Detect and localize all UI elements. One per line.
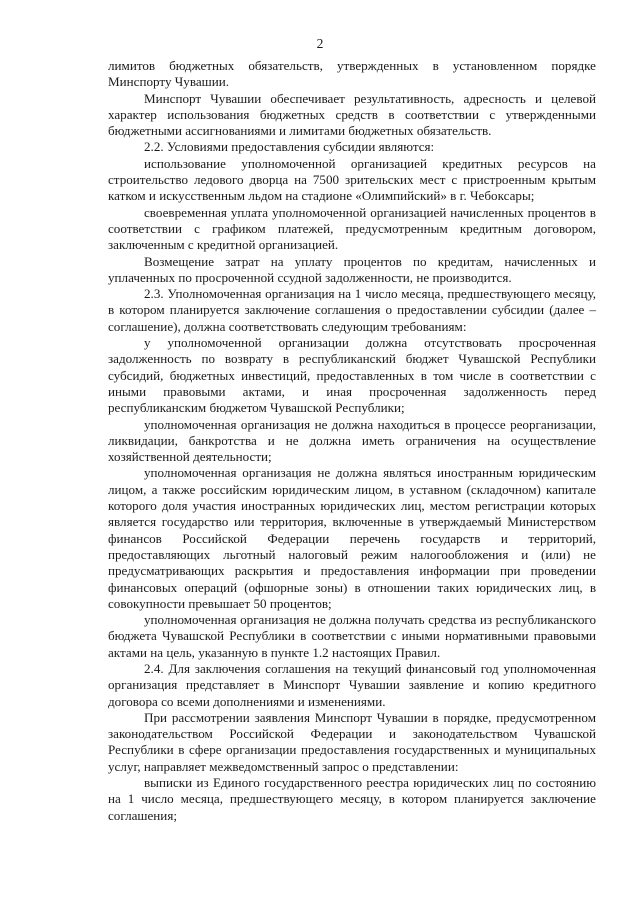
paragraph: Возмещение затрат на уплату процентов по кредитам, начисленных и уплаченных по просроченной ссудной задолженности, не производится. xyxy=(108,253,596,285)
paragraph: уполномоченная организация не должна получать средства из республиканского бюджета Чувашской Республики в соответствии с иными нормативными правовыми актами на цель, указанную в пункте 1.2 настоящих Правил. xyxy=(108,612,596,660)
paragraph: При рассмотрении заявления Минспорт Чувашии в порядке, предусмотренном законодательством Российской Федерации и законодательством Чувашской Республики в сфере организации предоставления государственных и муниципальных услуг, направляет межведомственный запрос о представлении: xyxy=(108,709,596,774)
paragraph-clause-2-2: 2.2. Условиями предоставления субсидии являются: xyxy=(144,139,435,155)
page-number: 2 xyxy=(316,36,324,51)
paragraph: у уполномоченной организации должна отсутствовать просроченная задолженность по возврату в республиканский бюджет Чувашской Республики субсидий, бюджетных инвестиций, предоставленных в том числе в соответствии с иными правовыми актами, и иная просроченная задолженность перед республиканским бюджетом Чувашской Республики; xyxy=(108,335,596,416)
paragraph-continuation: лимитов бюджетных обязательств, утвержденных в установленном порядке Минспорту Чувашии. xyxy=(108,58,596,90)
document-body xyxy=(108,58,596,824)
paragraph: уполномоченная организация не должна находиться в процессе реорганизации, ликвидации, банкротства и не должна иметь ограничения на осуществление хозяйственной деятельности; xyxy=(108,416,596,465)
paragraph: своевременная уплата уполномоченной организацией начисленных процентов в соответствии с графиком платежей, предусмотренным кредитным договором, заключенным с кредитной организацией. xyxy=(108,204,596,253)
paragraph: выписки из Единого государственного реестра юридических лиц по состоянию на 1 число месяца, предшествующего месяцу, в котором планируется заключение соглашения; xyxy=(108,775,596,823)
paragraph: использование уполномоченной организацией кредитных ресурсов на строительство ледового дворца на 7500 зрительских мест с пристроенным крытым катком и искусственным льдом на стадионе «Олимпийский» в г. Чебоксары; xyxy=(108,155,596,204)
paragraph: Минспорт Чувашии обеспечивает результативность, адресность и целевой характер использования бюджетных средств в соответствии с утвержденными бюджетными ассигнованиями и лимитами бюджетных обязательств. xyxy=(108,90,596,139)
paragraph-clause-2-4: 2.4. Для заключения соглашения на текущий финансовый год уполномоченная организация представляет в Минспорт Чувашии заявление и копию кредитного договора со всеми дополнениями и изменениями. xyxy=(108,660,596,709)
paragraph: уполномоченная организация не должна являться иностранным юридическим лицом, а также российским юридическим лицом, в уставном (складочном) капитале которого доля участия иностранных юридических лиц, местом регистрации которых является государство или территория, включенные в утверждаемый Министерством финансов Российской Федерации перечень государств и территорий, предоставляющих льготный налоговый режим налогообложения и (или) не предусматривающих раскрытия и предоставления информации при проведении финансовых операций (офшорные зоны) в отношении таких юридических лиц, в совокупности превышает 50 процентов; xyxy=(108,465,596,611)
paragraph-clause-2-3: 2.3. Уполномоченная организация на 1 число месяца, предшествующего месяцу, в котором планируется заключение соглашения о предоставлении субсидии (далее – соглашение), должна соответствовать следующим требованиям: xyxy=(108,286,596,334)
